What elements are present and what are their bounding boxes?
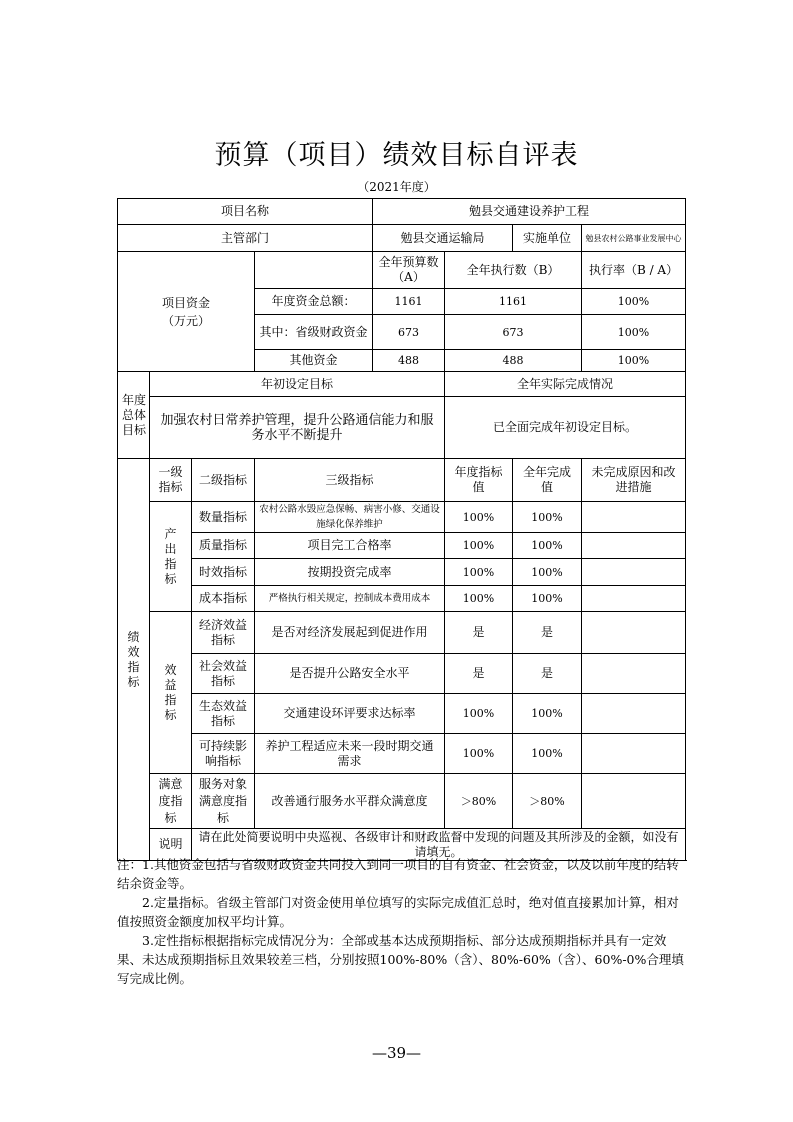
note-2: 2.定量指标。省级主管部门对资金使用单位填写的实际完成值汇总时，绝对值直接累加计算，相对值按照资金额度加权平均计算。 [117, 895, 679, 929]
row-level3: 农村公路水毁应急保畅、病害小修、交通设施绿化保养维护 [255, 502, 445, 533]
group-output-label [150, 502, 192, 612]
funds-total-budget: 1161 [373, 289, 445, 315]
funds-label-text: 项目资金（万元） [161, 295, 210, 328]
evaluation-table [117, 198, 686, 861]
funds-provincial-label: 其中：省级财政资金 [255, 315, 373, 350]
row-level3: 是否提升公路安全水平 [255, 654, 445, 694]
row-level2 [192, 654, 255, 694]
row-level2-text: 社会效益指标 [198, 658, 247, 688]
row-actual: 100% [513, 559, 582, 586]
row-level2-text: 可持续影响指标 [198, 738, 247, 768]
row-level2: 数量指标 [192, 502, 255, 533]
note-3: 3.定性指标根据指标完成情况分为：全部或基本达成预期指标、部分达成预期指标并具有一定效果、未达成预期指标且效果较差三档，分别按照100%-80%（含）、80%-60%（含）、60%-0%合理填写完成比例。 [117, 933, 684, 986]
row-actual: ＞80% [513, 774, 582, 829]
row-reason [582, 502, 686, 533]
row-target: 100% [445, 694, 513, 734]
row-reason [582, 774, 686, 829]
funds-header-blank [255, 252, 373, 289]
remark-label: 说明 [150, 829, 192, 861]
row-reason [582, 734, 686, 774]
row-target: ＞80% [445, 774, 513, 829]
funds-header-exec: 全年执行数（B） [445, 252, 582, 289]
goals-label-text: 年度总体目标 [121, 392, 146, 437]
row-actual: 是 [513, 654, 582, 694]
header-level3: 三级指标 [255, 459, 445, 502]
funds-provincial-budget: 673 [373, 315, 445, 350]
project-name-value: 勉县交通建设养护工程 [373, 199, 686, 225]
row-target: 100% [445, 559, 513, 586]
project-name-label: 项目名称 [118, 199, 373, 225]
row-level3: 改善通行服务水平群众满意度 [255, 774, 445, 829]
row-actual: 是 [513, 612, 582, 654]
dept-label: 主管部门 [118, 225, 373, 252]
row-actual: 100% [513, 502, 582, 533]
row-target: 100% [445, 502, 513, 533]
row-level3: 项目完工合格率 [255, 533, 445, 559]
row-reason [582, 586, 686, 612]
remark-text: 请在此处简要说明中央巡视、各级审计和财政监督中发现的问题及其所涉及的金额，如没有请填无。 [192, 829, 686, 861]
row-reason [582, 694, 686, 734]
row-level2 [192, 694, 255, 734]
header-target-text: 年度指标值 [454, 465, 503, 494]
row-target: 100% [445, 586, 513, 612]
goals-planned-value: 加强农村日常养护管理，提升公路通信能力和服务水平不断提升 [160, 412, 434, 443]
header-target [445, 459, 513, 502]
indicators-label [118, 459, 150, 861]
row-level2: 成本指标 [192, 586, 255, 612]
funds-header-rate: 执行率（B / A） [582, 252, 686, 289]
row-level3: 是否对经济发展起到促进作用 [255, 612, 445, 654]
row-actual: 100% [513, 734, 582, 774]
row-reason [582, 612, 686, 654]
funds-total-rate: 100% [582, 289, 686, 315]
notes [117, 855, 685, 988]
group-benefit-label [150, 612, 192, 774]
funds-total-exec: 1161 [445, 289, 582, 315]
funds-other-budget: 488 [373, 350, 445, 372]
header-reason [582, 459, 686, 502]
funds-other-exec: 488 [445, 350, 582, 372]
header-level2: 二级指标 [192, 459, 255, 502]
row-level2 [192, 774, 255, 829]
row-actual: 100% [513, 694, 582, 734]
goals-actual-text: 已全面完成年初设定目标。 [445, 397, 686, 459]
row-level3: 严格执行相关规定，控制成本费用成本 [255, 586, 445, 612]
row-level2 [192, 734, 255, 774]
header-reason-text: 未完成原因和改进措施 [591, 465, 676, 494]
row-level3-text: 养护工程适应未来一段时期交通需求 [265, 738, 434, 768]
funds-provincial-rate: 100% [582, 315, 686, 350]
header-level1-text: 一级指标 [158, 465, 183, 494]
row-level2-text: 经济效益指标 [198, 617, 247, 647]
row-level2: 时效指标 [192, 559, 255, 586]
funds-provincial-exec: 673 [445, 315, 582, 350]
funds-label [118, 252, 255, 372]
goals-label [118, 372, 150, 459]
funds-total-label: 年度资金总额： [255, 289, 373, 315]
dept-value: 勉县交通运输局 [373, 225, 513, 252]
page-number: —39— [371, 1044, 422, 1062]
funds-other-rate: 100% [582, 350, 686, 372]
row-target: 是 [445, 612, 513, 654]
group-benefit-text: 效益指标 [164, 662, 177, 722]
row-target: 100% [445, 533, 513, 559]
group-satisfaction-label [150, 774, 192, 829]
row-level3: 交通建设环评要求达标率 [255, 694, 445, 734]
row-target: 是 [445, 654, 513, 694]
header-actual-text: 全年完成值 [523, 465, 572, 494]
row-target: 100% [445, 734, 513, 774]
row-level2-text: 生态效益指标 [198, 698, 247, 728]
row-level3 [255, 734, 445, 774]
row-reason [582, 559, 686, 586]
row-actual: 100% [513, 533, 582, 559]
group-output-text: 产出指标 [164, 526, 177, 586]
row-level2 [192, 612, 255, 654]
funds-header-budget: 全年预算数（A） [373, 252, 445, 289]
goals-actual-header: 全年实际完成情况 [445, 372, 686, 397]
impl-value: 勉县农村公路事业发展中心 [582, 225, 686, 252]
row-level2: 质量指标 [192, 533, 255, 559]
group-satisfaction-text: 满意度指标 [158, 776, 183, 825]
header-actual [513, 459, 582, 502]
goals-planned-text [150, 397, 445, 459]
row-level2-text: 服务对象满意度指标 [198, 776, 247, 825]
year-subtitle: （2021年度） [357, 180, 436, 194]
page-title: 预算（项目）绩效目标自评表 [214, 140, 579, 171]
impl-label: 实施单位 [513, 225, 582, 252]
funds-other-label: 其他资金 [255, 350, 373, 372]
row-actual: 100% [513, 586, 582, 612]
goals-planned-header: 年初设定目标 [150, 372, 445, 397]
row-reason [582, 654, 686, 694]
note-1: 注：1.其他资金包括与省级财政资金共同投入到同一项目的自有资金、社会资金，以及以前年度的结转结余资金等。 [117, 857, 679, 891]
header-level1 [150, 459, 192, 502]
row-level3: 按期投资完成率 [255, 559, 445, 586]
indicators-label-text: 绩效指标 [127, 629, 140, 689]
row-reason [582, 533, 686, 559]
